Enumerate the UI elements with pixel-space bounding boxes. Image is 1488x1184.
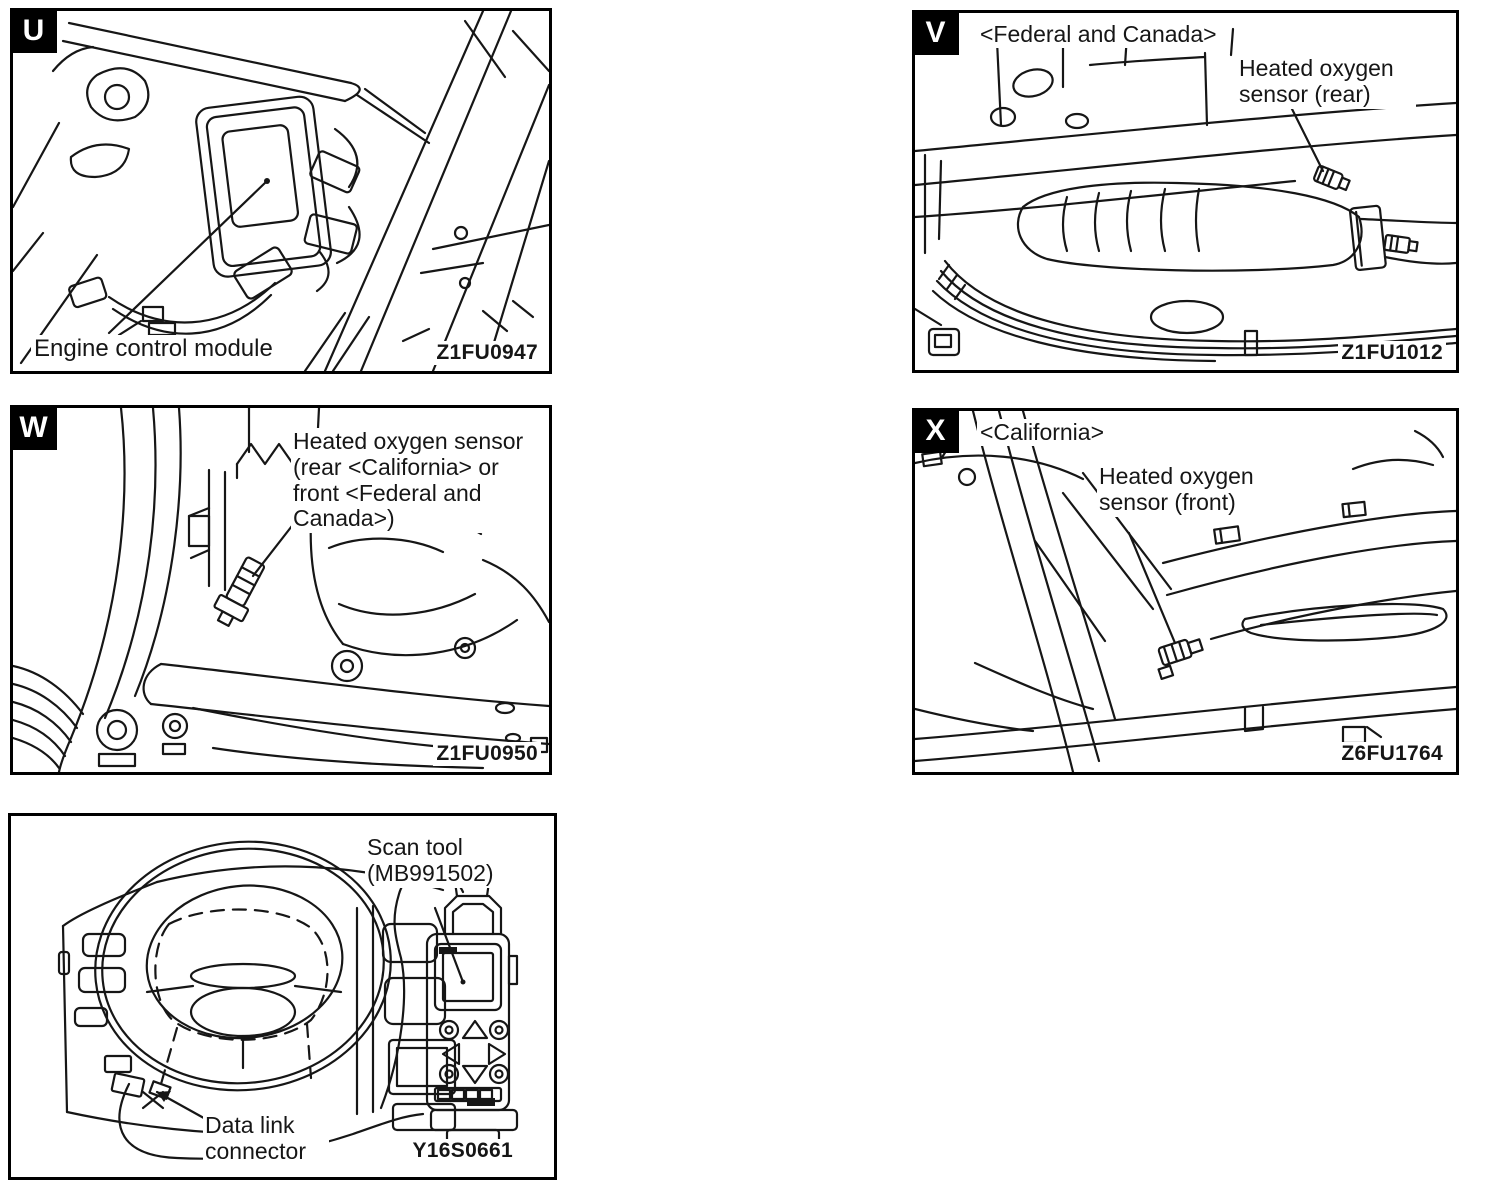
region-header-federal-canada: <Federal and Canada> [977,21,1220,48]
figure-code-scan: Y16S0661 [410,1139,517,1163]
figure-code-v: Z1FU1012 [1338,341,1446,365]
figure-code-w: Z1FU0950 [433,742,541,766]
figure-panel-w [10,405,552,775]
panel-label-u: U [10,8,57,53]
annotation-heated-oxygen-sensor-rear: Heated oxygen sensor (rear) [1237,55,1416,109]
engine-control-module-drawing [13,11,549,371]
region-header-california: <California> [977,419,1107,446]
annotation-data-link-connector: Data link connector [203,1112,329,1166]
annotation-heated-oxygen-sensor-front: Heated oxygen sensor (front) [1097,463,1276,517]
figure-code-u: Z1FU0947 [433,341,541,365]
figure-code-x: Z6FU1764 [1338,742,1446,766]
annotation-heated-oxygen-sensor-rear-or-front: Heated oxygen sensor (rear <California> or front <Federal and Canada>) [291,428,547,533]
figure-panel-u [10,8,552,374]
caption-engine-control-module: Engine control module [31,335,276,363]
panel-label-w: W [10,405,57,450]
figure-panel-v [912,10,1459,373]
figure-panel-x [912,408,1459,775]
panel-label-x: X [912,408,959,453]
panel-label-v: V [912,10,959,55]
figure-panel-scan-tool [8,813,557,1180]
annotation-scan-tool: Scan tool (MB991502) [365,834,509,888]
